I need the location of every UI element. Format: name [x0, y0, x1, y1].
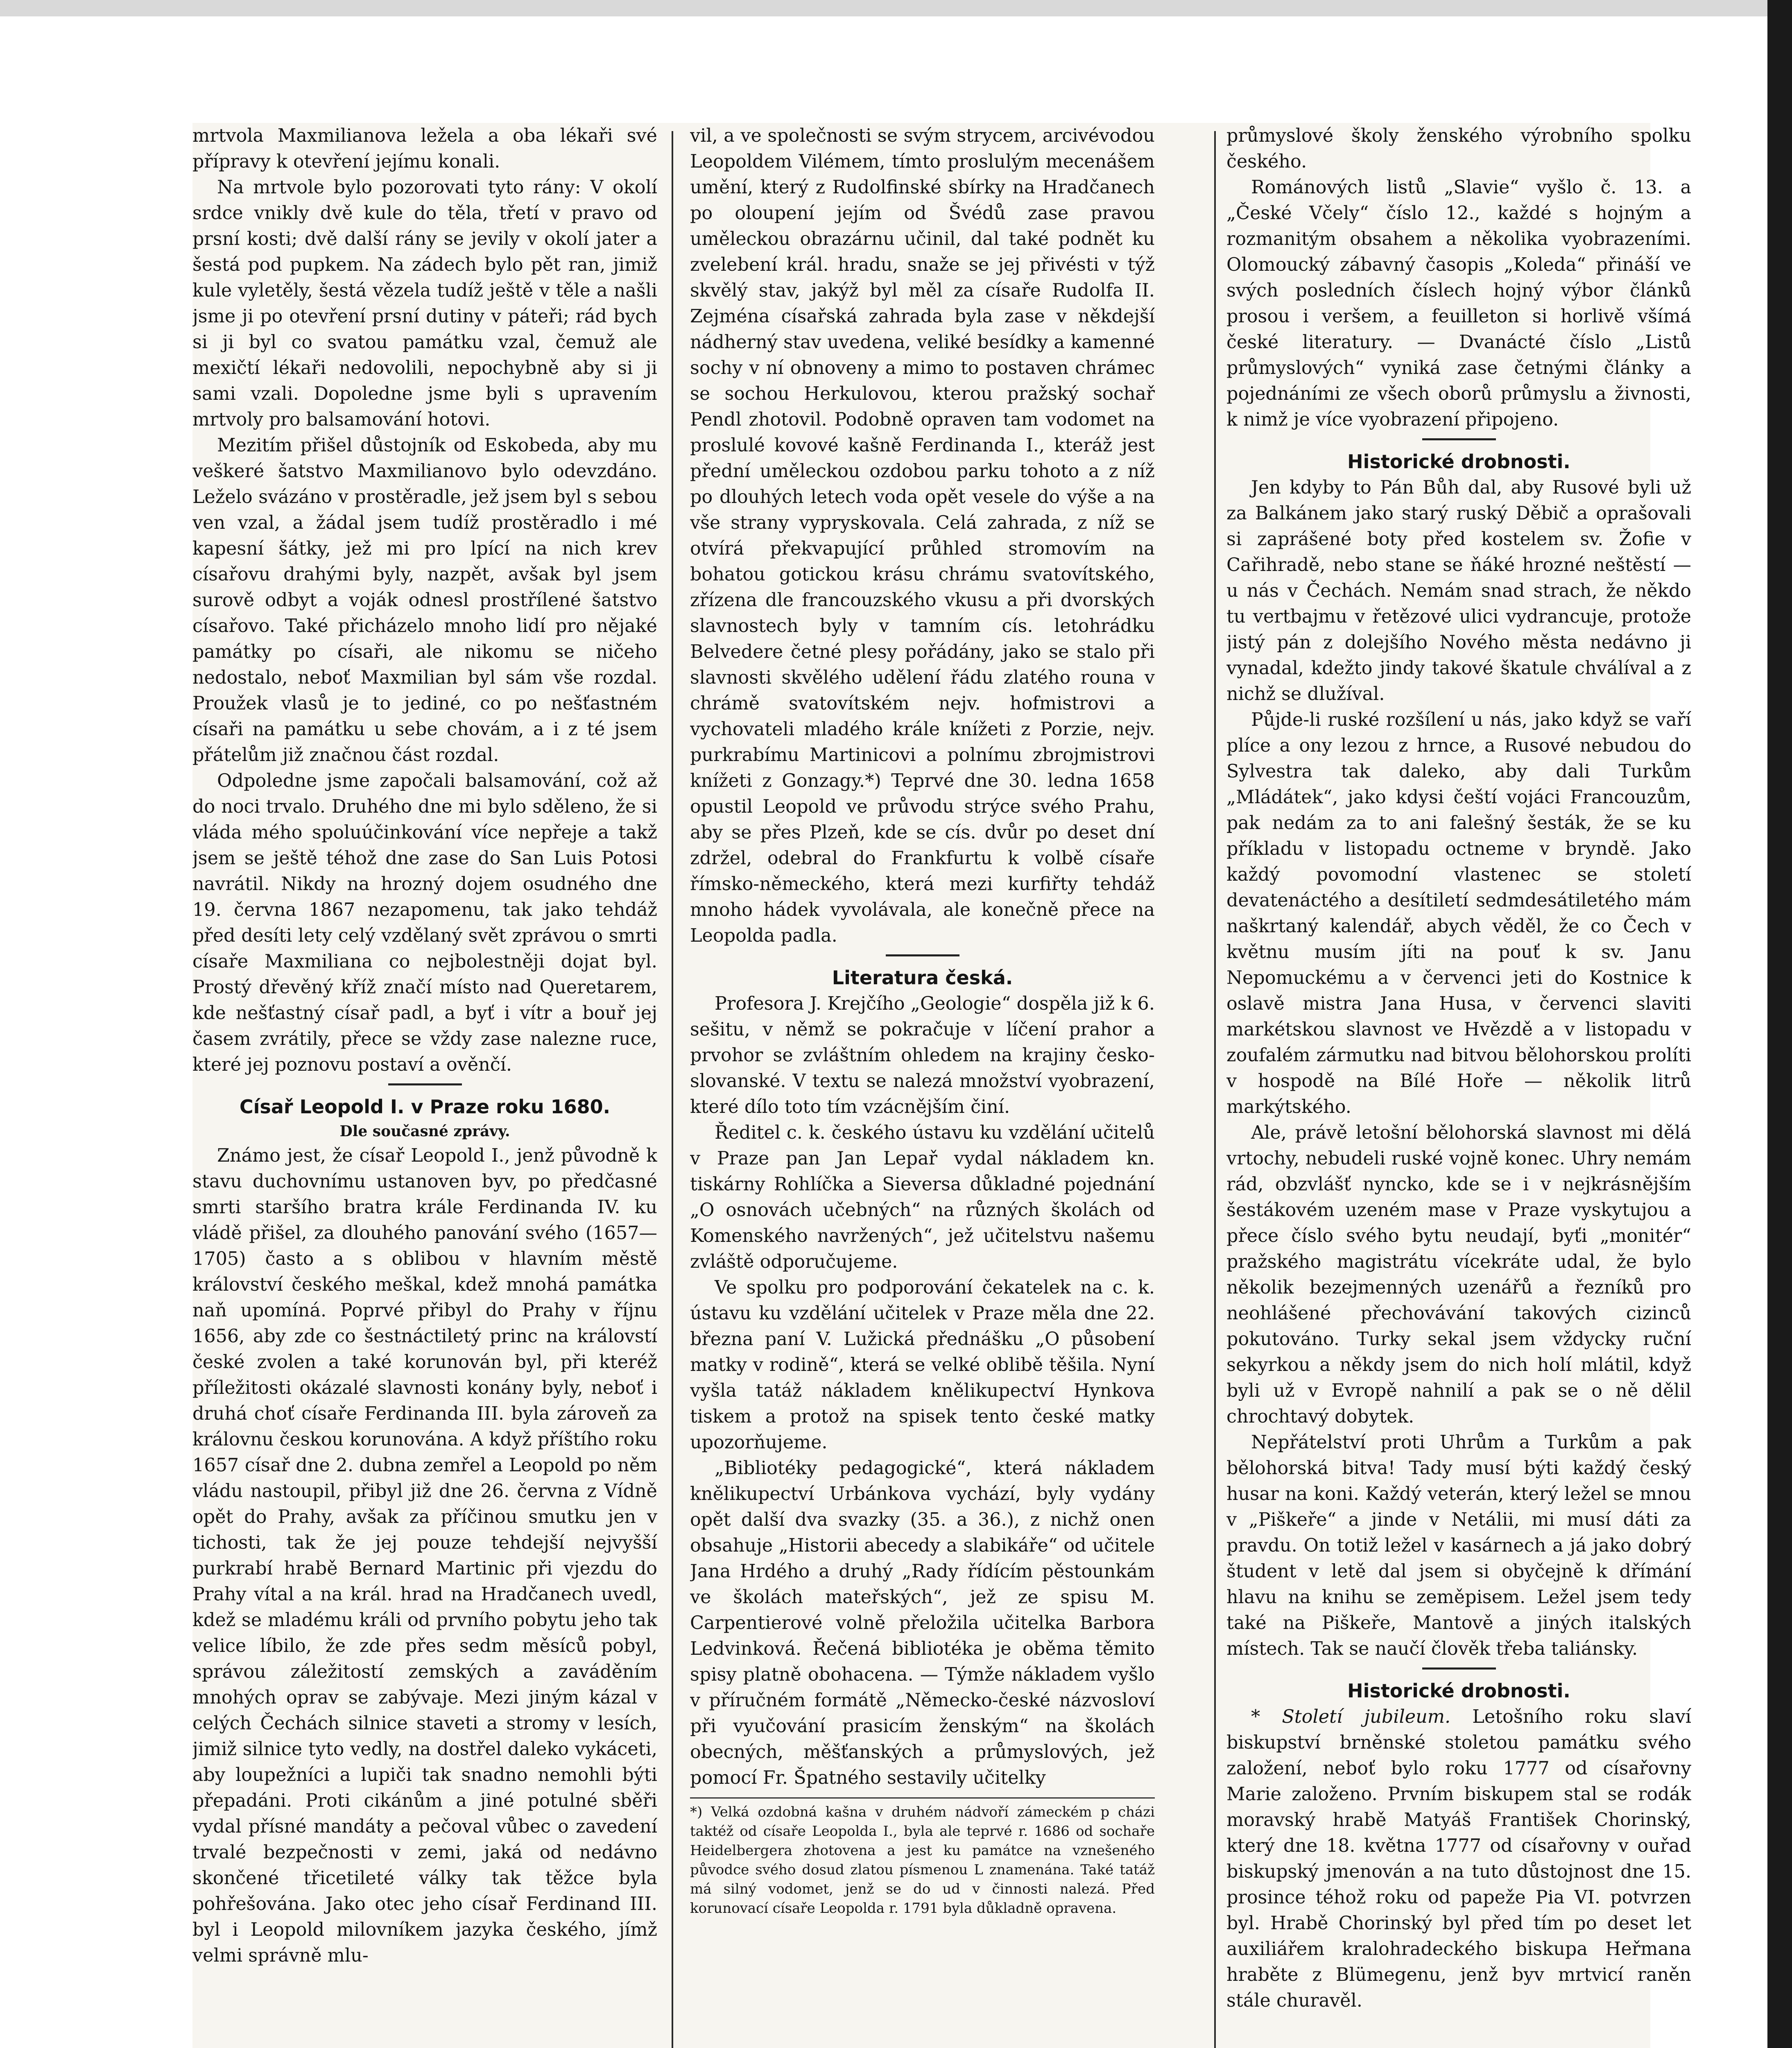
paragraph: Jen kdyby to Pán Bůh dal, aby Rusové byli už za Balkánem jako starý ruský Děbič a oprašovali si zaprášené boty před kostelem sv. Žofie v Cařihradě, nebo stane se ňáké hrozné neštěstí — u nás v Čechách. Nemám snad strach, že někdo tu vertbajmu v řetězové ulici vydrancuje, protože jistý pán z dolejšího Nového města nedávno ji vynadal, kdežto jindy takové škatule chválíval a z nichž se dlužíval.: [1226, 477, 1691, 705]
article-title: Císař Leopold I. v Praze roku 1680.: [239, 1096, 611, 1118]
paragraph: Profesora J. Krejčího „Geologie“ dospěla již k 6. sešitu, v němž se pokračuje v líčení prahor a prvohor se zvláštním ohledem na krajiny česko-slovanské. V textu se nalezá množství vyobrazení, které dílo toto tím vzácnějším činí.: [690, 993, 1155, 1117]
column-rule: [1214, 131, 1216, 2048]
column-rule: [672, 131, 673, 2048]
paragraph: mrtvola Maxmilianova ležela a oba lékaři své přípravy k otevření jejímu konali.: [192, 125, 657, 172]
section-divider: [886, 954, 959, 956]
section-divider: [1422, 438, 1496, 440]
paragraph: Ředitel c. k. českého ústavu ku vzdělání učitelů v Praze pan Jan Lepař vydal nákladem kn. tiskárny Rohlíčka a Sieversa důkladné pojednání „O osnovách učebných“ na různých školách od Komenského navržených“, jež učitelstvu našemu zvláště odporučujeme.: [690, 1122, 1155, 1272]
column-middle: [690, 123, 1155, 2048]
footnote: *) Velká ozdobná kašna v druhém nádvoří zámeckém p cházi taktéž od císaře Leopolda I., byla ale teprvé r. 1686 od sochaře Heidelbergera zhotovena a jest ku památce na vznešeného původce svého dosud zlatou písmenou L znamenána. Také tatáž má silný vodomet, jenž se do ud v činnosti nalezá. Před korunovací císaře Leopolda r. 1791 byla důkladně opravena.: [690, 1797, 1155, 1918]
section-title: Literatura česká.: [832, 967, 1013, 989]
newspaper-page: [192, 123, 1691, 2048]
paragraph: [1226, 1704, 1691, 2014]
paragraph: Na mrtvole bylo pozorovati tyto rány: V okolí srdce vnikly dvě kule do těla, třetí v pravo od prsní kosti; dvě další rány se jevily v okolí jater a šestá pod pupkem. Na zádech bylo pět ran, jimiž kule vyletěly, šestá vězela tudíž ještě v těle a našli jsme ji po otevření prsní dutiny v páteři; rád bych si ji byl co svatou památku vzal, čemuž ale mexičtí lékaři nedovolili, nepochybně aby si ji sami vzali. Dopoledne jsme byli s upravením mrtvoly pro balsamování hotovi.: [192, 177, 657, 430]
paragraph: Známo jest, že císař Leopold I., jenž původně k stavu duchovnímu ustanoven byv, po předčasné smrti staršího bratra krále Ferdinanda IV. ku vládě přišel, za dlouhého panování svého (1657—1705) často a s oblibou v hlavním městě království českého meškal, kdež mnohá památka naň upomíná. Poprvé přibyl do Prahy v říjnu 1656, aby zde co šestnáctiletý princ na královstí české zvolen a také korunován byl, při kteréž příležitosti okázalé slavnosti konány byly, neboť i druhá choť císaře Ferdinanda III. byla zároveň za královnu českou korunována. A když příštího roku 1657 císař dne 2. dubna zemřel a Leopold po něm vládu nastoupil, přibyl již dne 26. června z Vídně opět do Prahy, avšak za příčinou smutku jen v tichosti, tak že jej pouze tehdejší nejvyšší purkrabí hrabě Bernard Martinic při vjezdu do Prahy vítal a na král. hrad na Hradčanech uvedl, kdež se mladému králi od prvního pobytu jeho tak velice líbilo, že zde přes sedm měsíců pobyl, správou záležitostí zemských a zaváděním mnohých oprav se zabývaje. Mezi jiným kázal v celých Čechách silnice staveti a stromy v lesích, jimiž silnice tyto vedly, na dostřel daleko vykáceti, aby loupežníci a lupiči tak snadno nemohli býti přepadáni. Proti cikánům a jiné potulné sběři vydal přísné mandáty a pečoval vůbec o zavedení trvalé bezpečnosti v zemi, jaká od nedávno skončené třicetileté války tak těžce byla pohřešována. Jako otec jeho císař Ferdinand III. byl i Leopold milovníkem jazyka českého, jímž velmi správně mlu-: [192, 1145, 657, 1966]
column-left: [192, 123, 657, 2048]
paragraph: „Bibliotéky pedagogické“, která nákladem knělikupectví Urbánkova vychází, byly vydány opět další dva svazky (35. a 36.), z nichž onen obsahuje „Historii abecedy a slabikáře“ od učitele Jana Hrdého a druhý „Rady řídícím pěstounkám ve školách mateřských“, jež ze spisu M. Carpentierové volně přeložila učitelka Barbora Ledvinková. Řečená bibliotéka je oběma těmito spisy platně obohacena. — Týmže nákladem vyšlo v příručném formátě „Německo-české názvosloví při vyučování prasicím ženským“ na školách obecných, měšťanských a průmyslových, jež pomocí Fr. Špatného sestavily učitelky: [690, 1458, 1155, 1788]
paragraph: Nepřátelství proti Uhrům a Turkům a pak bělohorská bitva! Tady musí býti každý český husar na koni. Každý veterán, který ležel se mnou v „Piškeře“ a jinde v Netálii, mi musí dáti za pravdu. On totiž ležel v kasárnech a já jako dobrý študent v letě dal jsem si obyčejně k dřímání hlavu na knihu se zeměpisem. Ležel jsem tedy také na Piškeře, Mantově a jiných italských místech. Tak se naučí člověk třeba taliánsky.: [1226, 1432, 1691, 1659]
section-divider: [1422, 1667, 1496, 1670]
paragraph: Půjde-li ruské rozšílení u nás, jako když se vaří plíce a ony lezou z hrnce, a Rusové nebudou do Sylvestra tak daleko, aby dali Turkům „Mládátek“, jako kdysi čeští vojáci Francouzům, pak nedám za to ani falešný šesták, že se ku příkladu v listopadu octneme v bryndě. Jako každý povomodní vlastenec se století devatenáctého a desítiletí sedmdesátiletého mám naškrtaný kalendář, abych věděl, že co Čech v květnu musím jíti na pouť k sv. Janu Nepomuckému a v červenci jeti do Kostnice k oslavě mistra Jana Husa, v červenci slaviti markétskou slavnost ve Hvězdě a v listopadu v zoufalém zármutku nad bitvou bělohorskou prolíti v hospodě na Bílé Hoře — několik litrů markýtského.: [1226, 709, 1691, 1117]
item-label: * Století jubileum.: [1251, 1706, 1451, 1727]
scan-edge-right: [1767, 0, 1792, 2048]
paragraph: Mezitím přišel důstojník od Eskobeda, aby mu veškeré šatstvo Maxmilianovo bylo odevzdáno. Leželo svázáno v prostěradle, jež jsem byl s sebou ven vzal, a žádal jsem tudíž prostěradlo i mé kapesní šátky, jež mi pro lpící na nich krev císařovu drahými byly, nazpět, avšak byl jsem surově odbyt a voják odnesl prostřílené šatstvo císařovo. Také přicházelo mnoho lidí pro nějaké památky po císaři, ale nikomu se ničeho nedostalo, neboť Maxmilian byl sám vše rozdal. Proužek vlasů je to jediné, co po nešťastném císaři na památku u sebe chovám, a i z té jsem přátelům již značnou část rozdal.: [192, 435, 657, 766]
item-text: Letošního roku slaví biskupství brněnské stoletou památku svého založení, neboť bylo roku 1777 od císařovny Marie založeno. Prvním biskupem stal se rodák moravský hrabě Matyáš František Chorinský, který dne 18. května 1777 od císařovny v ouřad biskupský jmenován a na tuto důstojnost dne 15. prosince téhož roku od papeže Pia VI. potvrzen byl. Hrabě Chorinský byl před tím po deset let auxiliářem kralohradeckého biskupa Heřmana hraběte z Blümegenu, jenž byv mrtvicí raněn stále churavěl.: [1226, 1706, 1691, 2011]
paragraph: Odpoledne jsme započali balsamování, což až do noci trvalo. Druhého dne mi bylo sděleno, že si vláda mého spoluúčinkování více nepřeje a takž jsem se ještě téhož dne zase do San Luis Potosi navrátil. Nikdy na hrozný dojem osudného dne 19. června 1867 nezapomenu, tak jako tehdáž před desíti lety celý vzdělaný svět zprávou o smrti císaře Maxmiliana co nejbolestněji dojat byl. Prostý dřevěný kříž značí místo nad Queretarem, kde nešťastný císař padl, a byť i vítr a bouř jej časem zvrátily, přece se vždy zase nalezne ruce, které jej poznovu postaví a ověnčí.: [192, 770, 657, 1075]
section-divider: [388, 1083, 462, 1085]
paragraph: Ale, právě letošní bělohorská slavnost mi dělá vrtochy, nebudeli ruské vojně konec. Uhry nemám rád, obzvlášť nyncko, kde se i v nejkrásnějším šestákovém uzeném mase v Praze vyskytujou a přece číslo svého bytu neudají, byťi „monitér“ pražského magistrátu vícekráte udal, že bylo několik bezejmenných uzenářů a řezníků pro neohlášené přechovávání takových cizinců pokutováno. Turky sekal jsem vždycky ruční sekyrkou a někdy jsem do nich holí mlátil, když byli už v Evropě nahnilí a pak se o ně dělil chrochtavý dobytek.: [1226, 1122, 1691, 1427]
paragraph: Románových listů „Slavie“ vyšlo č. 13. a „České Včely“ číslo 12., každé s hojným a rozmanitým obsahem a několika vyobrazeními. Olomoucký zábavný časopis „Koleda“ přináší ve svých posledních číslech hojný výbor článků prosou i veršem, a feuilleton si horlivě všímá české literatury. — Dvanácté číslo „Listů průmyslových“ vyniká zase četnými články a pojednáními ze všech oborů průmyslu a živnosti, k nimž je více vyobrazení připojeno.: [1226, 177, 1691, 430]
article-subtitle: Dle současné zprávy.: [339, 1123, 510, 1140]
paragraph: Ve spolku pro podporování čekatelek na c. k. ústavu ku vzdělání učitelek v Praze měla dne 22. března paní V. Lužická přednášku „O působení matky v rodině“, která se velké oblibě těšila. Nyní vyšla tatáž nákladem knělikupectví Hynkova tiskem a protož na spisek tento české matky upozorňujeme.: [690, 1277, 1155, 1453]
scan-edge-top: [0, 0, 1792, 16]
paragraph: průmyslové školy ženského výrobního spolku českého.: [1226, 125, 1691, 172]
section-title: Historické drobnosti.: [1347, 1680, 1570, 1702]
section-title: Historické drobnosti.: [1347, 451, 1570, 473]
paragraph: vil, a ve společnosti se svým strycem, arcivévodou Leopoldem Vilémem, tímto proslulým mecenášem umění, který z Rudolfinské sbírky na Hradčanech po oloupení jejím od Švédů zase pravou uměleckou obrazárnu učinil, dal také podnět ku zvelebení král. hradu, snaže se jej přivésti v týž skvělý stav, jakýž byl měl za císaře Rudolfa II. Zejména císařská zahrada byla zase v někdejší nádherný stav uvedena, veliké besídky a kamenné sochy v ní obnoveny a mimo to postaven chrámec se sochou Herkulovou, kterou pražský sochař Pendl zhotovil. Podobně opraven tam vodomet na proslulé kovové kašně Ferdinanda I., kteráž jest přední uměleckou ozdobou parku tohoto a z níž po dlouhých letech voda opět vesele do výše a na vše strany vypryskovala. Celá zahrada, z níž se otvírá překvapující průhled stromovím na bohatou gotickou krásu chrámu svatovítského, zřízena dle francouzského vkusu a při dvorských slavnostech byly v tamním cís. letohrádku Belvedere četné plesy pořádány, jako se stalo při slavnosti skvělého udělení řádu zlatého rouna v chrámě svatovítském nejv. hofmistrovi a vychovateli mladého krále knížeti z Porzie, nejv. purkrabímu Martinicovi a polnímu zbrojmistrovi knížeti z Gonzagy.*) Teprvé dne 30. ledna 1658 opustil Leopold ve průvodu strýce svého Prahu, aby se přes Plzeň, kde se cís. dvůr po deset dní zdržel, odebral do Frankfurtu k volbě císaře římsko-německého, která mezi kurfiřty tehdáž mnoho hádek vyvolávala, ale konečně přece na Leopolda padla.: [690, 125, 1155, 946]
column-right: [1226, 123, 1691, 2048]
